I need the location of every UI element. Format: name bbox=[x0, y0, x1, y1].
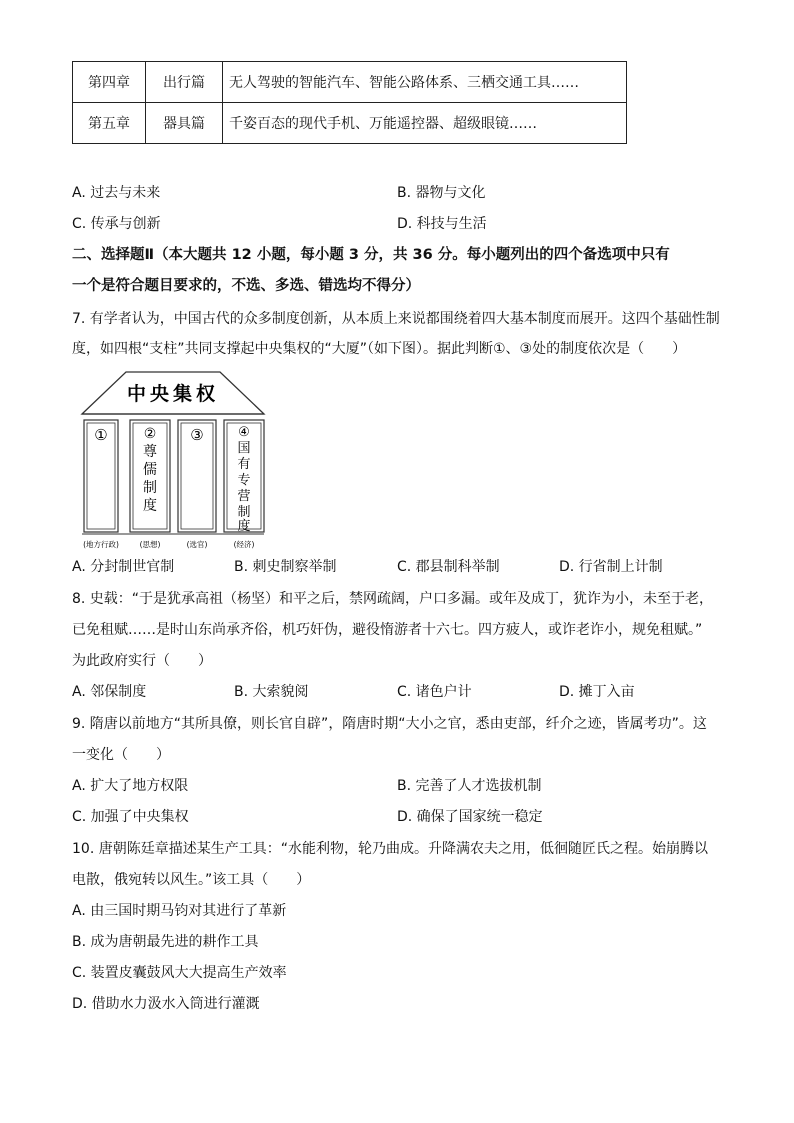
section-cell: 器具篇 bbox=[146, 103, 223, 144]
section-cell: 出行篇 bbox=[146, 62, 223, 103]
pillar-4 bbox=[224, 420, 264, 534]
table-row bbox=[73, 62, 627, 103]
chapter-cell: 第五章 bbox=[73, 103, 146, 144]
q10-stem-line2: 电散，俄宛转以风生。”该工具（ ） bbox=[72, 872, 311, 888]
q7-option-b: B. 刺史制察举制 bbox=[234, 559, 337, 575]
pillar-3 bbox=[178, 420, 216, 532]
q10-option-b: B. 成为唐朝最先进的耕作工具 bbox=[72, 934, 259, 950]
q8-option-d: D. 摊丁入亩 bbox=[559, 684, 635, 700]
pillar-2-char: 儒 bbox=[143, 462, 157, 478]
pillar-4-char: 国 bbox=[237, 441, 251, 456]
pillar-4-char: 专 bbox=[237, 473, 251, 488]
q6-option-b: B. 器物与文化 bbox=[397, 185, 486, 201]
pillar-2-char: 尊 bbox=[143, 444, 157, 460]
pillar-1-number: ① bbox=[94, 426, 108, 444]
q10-option-a: A. 由三国时期马钧对其进行了革新 bbox=[72, 903, 287, 919]
section-heading-line2: 一个是符合题目要求的，不选、多选、错选均不得分） bbox=[72, 278, 420, 294]
q9-option-d: D. 确保了国家统一稳定 bbox=[397, 809, 543, 825]
pillar-2-char: 度 bbox=[143, 498, 157, 514]
pillar-4-label: (经济) bbox=[233, 540, 255, 549]
q8-option-b: B. 大索貌阅 bbox=[234, 684, 309, 700]
pillar-4-char: 有 bbox=[237, 457, 251, 472]
q10-stem-line1: 10. 唐朝陈廷章描述某生产工具：“水能利物，轮乃曲成。升降满农夫之用，低徊随匠氏之程。始崩腾以 bbox=[72, 841, 708, 857]
q6-option-c: C. 传承与创新 bbox=[72, 216, 161, 232]
pillar-2-number: ② bbox=[143, 426, 157, 442]
q8-option-c: C. 诸色户计 bbox=[397, 684, 472, 700]
pillar-3-number: ③ bbox=[190, 426, 204, 444]
q9-option-b: B. 完善了人才选拔机制 bbox=[397, 778, 542, 794]
q8-stem-line2: 已免租赋……是时山东尚承齐俗，机巧奸伪，避役惰游者十六七。四方疲人，或诈老诈小，规免租赋。” bbox=[72, 622, 703, 638]
pillar-2 bbox=[130, 420, 170, 532]
pillar-4-char: 制 bbox=[237, 505, 251, 520]
pillar-3-label: (选官) bbox=[186, 540, 208, 549]
roof-title: 中央集权 bbox=[126, 383, 220, 405]
q9-stem-line2: 一变化（ ） bbox=[72, 747, 170, 763]
pillar-2-char: 制 bbox=[143, 480, 157, 496]
content-cell: 千姿百态的现代手机、万能遥控器、超级眼镜…… bbox=[223, 103, 627, 144]
q9-stem-line1: 9. 隋唐以前地方“其所具僚，则长官自辟”，隋唐时期“大小之官，悉由吏部，纤介之迹，皆属考功”。这 bbox=[72, 716, 707, 732]
section-heading-line1: 二、选择题Ⅱ（本大题共 12 小题，每小题 3 分，共 36 分。每小题列出的四个备选项中只有 bbox=[72, 247, 670, 263]
chapter-table bbox=[72, 61, 627, 144]
pillar-1 bbox=[84, 420, 118, 532]
chapter-cell: 第四章 bbox=[73, 62, 146, 103]
pillar-2-label: (思想) bbox=[139, 540, 161, 549]
q9-option-c: C. 加强了中央集权 bbox=[72, 809, 189, 825]
pillar-4-char: 营 bbox=[237, 489, 251, 504]
q10-option-d: D. 借助水力汲水入筒进行灌溉 bbox=[72, 996, 260, 1012]
pillar-4-char: 度 bbox=[237, 519, 251, 534]
q8-stem-line1: 8. 史载：“于是犹承高祖（杨坚）和平之后，禁网疏阔，户口多漏。或年及成丁，犹诈为小，未至于老， bbox=[72, 591, 714, 607]
central-power-diagram bbox=[78, 370, 268, 552]
q6-option-a: A. 过去与未来 bbox=[72, 185, 161, 201]
q7-stem-line2: 度，如四根“支柱”共同支撑起中央集权的“大厦”（如下图）。据此判断①、③处的制度依次是（ ） bbox=[72, 341, 687, 357]
diagram-svg bbox=[78, 370, 268, 552]
q8-option-a: A. 邻保制度 bbox=[72, 684, 147, 700]
q10-option-c: C. 装置皮囊鼓风大大提高生产效率 bbox=[72, 965, 287, 981]
table-row bbox=[73, 103, 627, 144]
q7-option-d: D. 行省制上计制 bbox=[559, 559, 663, 575]
q7-stem-line1: 7. 有学者认为，中国古代的众多制度创新，从本质上来说都围绕着四大基本制度而展开。这四个基础性制 bbox=[72, 311, 720, 327]
q6-option-d: D. 科技与生活 bbox=[397, 216, 487, 232]
content-cell: 无人驾驶的智能汽车、智能公路体系、三栖交通工具…… bbox=[223, 62, 627, 103]
q7-option-c: C. 郡县制科举制 bbox=[397, 559, 500, 575]
pillar-4-number: ④ bbox=[238, 425, 250, 440]
q8-stem-line3: 为此政府实行（ ） bbox=[72, 653, 212, 669]
q9-option-a: A. 扩大了地方权限 bbox=[72, 778, 189, 794]
q7-option-a: A. 分封制世官制 bbox=[72, 559, 175, 575]
pillar-1-label: (地方行政) bbox=[83, 540, 119, 549]
